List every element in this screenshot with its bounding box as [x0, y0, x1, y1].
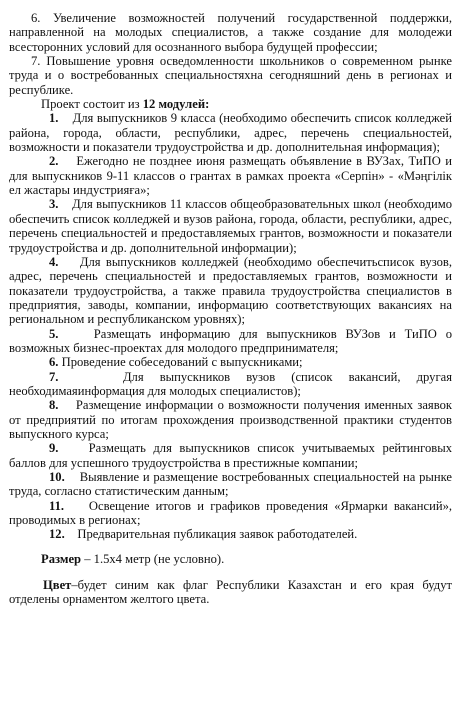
module-text: Проведение собеседований с выпускниками;	[61, 355, 303, 370]
module-item-1	[9, 111, 452, 154]
module-number: 3.	[49, 197, 59, 212]
project-summary	[9, 97, 452, 111]
module-text: Для выпускников 11 классов общеобразовательных школ (необходимо обеспечить список колледжей и вузов района, города, области, республики, адрес, перечень специальностей и предоставляемых грантов, возможности и показатели трудоустройства и др. дополнительной информации);	[9, 197, 453, 255]
module-number: 12.	[49, 527, 65, 542]
module-item-8	[9, 398, 452, 441]
project-prefix: Проект состоит из	[41, 97, 143, 112]
module-number: 9.	[49, 441, 59, 456]
module-text: Предварительная публикация заявок работодателей.	[77, 527, 358, 542]
module-number: 11.	[49, 498, 65, 513]
goal-number: 6.	[31, 11, 41, 25]
module-text: Размещать для выпускников список учитываемых рейтинговых баллов для успешного трудоустройства в престижные компании;	[9, 441, 452, 470]
module-number: 8.	[49, 398, 59, 413]
module-text: Размещение информации о возможности получения именных заявок от предприятий по итогам прохождения производственной практики студентов выпускного курса;	[9, 398, 452, 441]
color-spec	[9, 578, 452, 607]
module-number: 7.	[49, 369, 59, 384]
module-number: 1.	[49, 111, 59, 126]
module-item-10	[9, 470, 452, 499]
module-item-11	[9, 499, 452, 528]
module-text: Выявление и размещение востребованных специальностей на рынке труда, согласно статистическим данным;	[9, 470, 452, 499]
module-text: Для выпускников колледжей (необходимо обеспечитьсписок вузов, адрес, перечень специальностей и предоставляемых грантов, возможности и показатели трудоустройства, а также правила трудоустройства специалистов в предприятия, заводы, компании, информацию соответствующих вакансиях на региональном и республиканском уровнях);	[9, 254, 452, 327]
module-text: Для выпускников вузов (список вакансий, другая необходимаяинформация для молодых специалистов);	[9, 369, 453, 398]
module-number: 2.	[49, 154, 59, 169]
module-number: 5.	[49, 326, 59, 341]
color-text: –будет синим как флаг Республики Казахстан и его края будут отделены орнаментом желтого цвета.	[9, 578, 452, 607]
module-item-12	[9, 527, 452, 541]
goal-text: Увеличение возможностей получений государственной поддержки, направленной на молодых специалистов, а также создание для молодежи всесторонних условий для осознанного выбора будущей профессии;	[9, 11, 452, 54]
module-number: 10.	[49, 470, 65, 484]
goal-number: 7.	[31, 54, 41, 69]
goal-text: Повышение уровня осведомленности школьников о современном рынке труда и о востребованных специальностяхна сегодняшний день в регионах и республике.	[9, 54, 452, 97]
module-item-5	[9, 327, 452, 356]
module-item-2	[9, 154, 452, 197]
module-text: Ежегодно не позднее июня размещать объявление в ВУЗах, ТиПО и для выпускников 9-11 классов о грантах в рамках проекта «Серпін» - «Мәңгілік ел жастары индустрияға»;	[9, 154, 452, 198]
module-item-3	[9, 197, 452, 254]
goal-item-6	[9, 11, 452, 54]
color-label: Цвет	[43, 578, 72, 593]
module-text: Размещать информацию для выпускников ВУЗов и ТиПО о возможных бизнес-проектах для молодого предпринимателя;	[9, 326, 453, 355]
module-list	[9, 111, 452, 541]
module-count: 12 модулей:	[142, 97, 210, 112]
module-number: 4.	[49, 254, 59, 269]
module-item-9	[9, 441, 452, 470]
module-number: 6.	[49, 355, 59, 370]
goal-item-7	[9, 54, 452, 97]
size-text: – 1.5х4 метр (не условно).	[81, 551, 225, 566]
size-spec	[9, 552, 452, 566]
size-label: Размер	[41, 551, 82, 566]
module-item-7	[9, 370, 452, 399]
module-item-6	[9, 355, 452, 369]
module-text: Освещение итогов и графиков проведения «Ярмарки вакансий», проводимых в регионах;	[9, 498, 453, 528]
module-item-4	[9, 255, 452, 327]
module-text: Для выпускников 9 класса (необходимо обеспечить список колледжей района, города, области, республики, адрес, перечень специальностей, возможности и показатели трудоустройства и др. дополнительная информация);	[9, 111, 452, 155]
